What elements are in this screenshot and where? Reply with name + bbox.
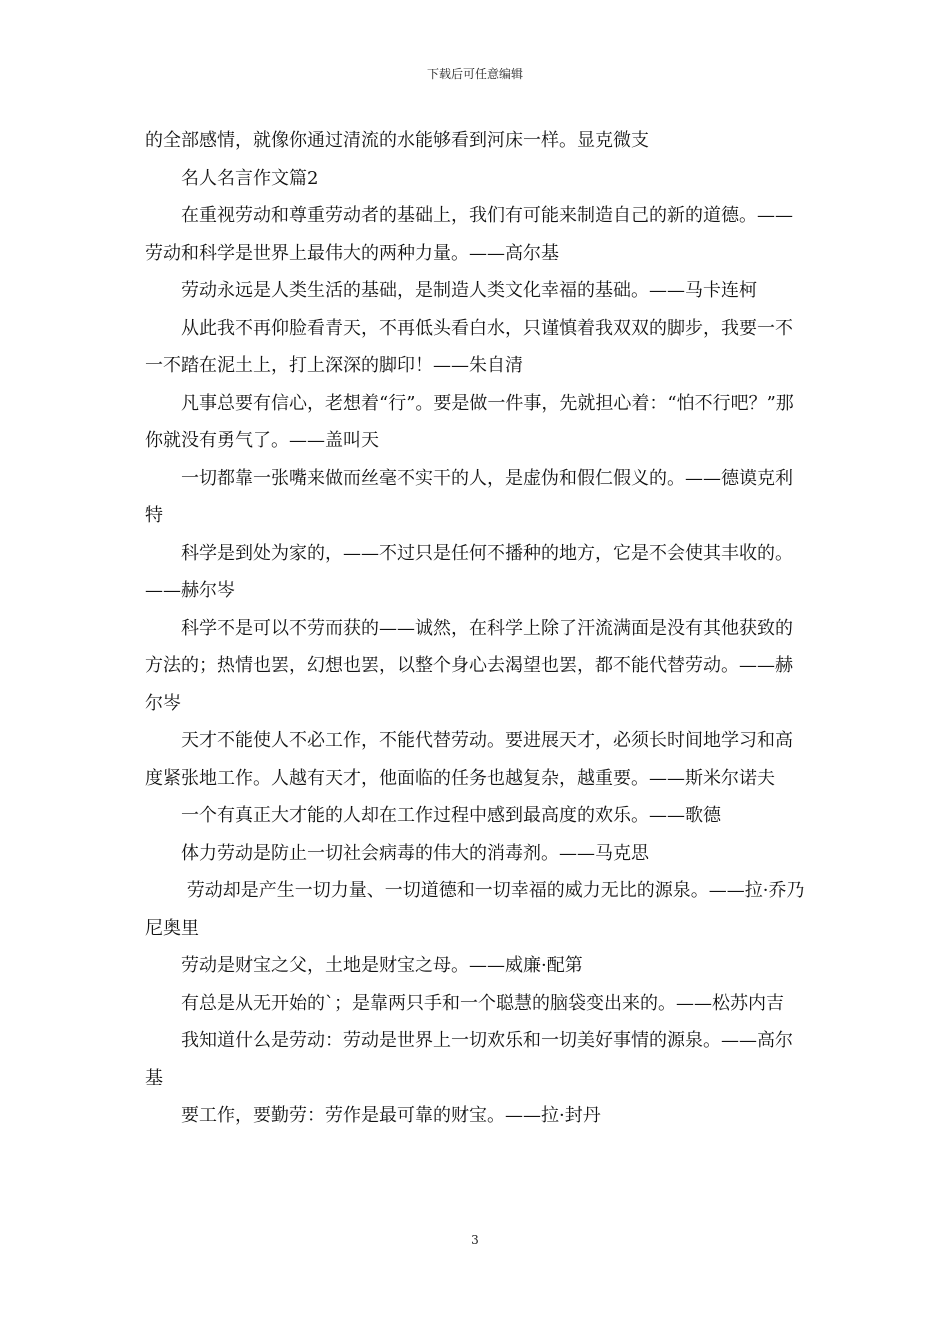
paragraph: 的全部感情，就像你通过清流的水能够看到河床一样。显克微支 [145, 130, 649, 151]
page-header: 下载后可任意编辑 [426, 67, 523, 81]
paragraph: 在重视劳动和尊重劳动者的基础上，我们有可能来制造自己的新的道德。——劳动和科学是世界上最伟大的两种力量。——高尔基 [145, 205, 793, 264]
paragraph: 一切都靠一张嘴来做而丝毫不实干的人，是虚伪和假仁假义的。——德谟克利特 [145, 467, 793, 526]
paragraph: 劳动是财宝之父，土地是财宝之母。——威廉·配第 [181, 955, 583, 976]
paragraph: 体力劳动是防止一切社会病毒的伟大的消毒剂。——马克思 [181, 842, 649, 864]
document-body [145, 122, 810, 1135]
section-heading: 名人名言作文篇2 [181, 167, 319, 189]
paragraph: 劳动永远是人类生活的基础，是制造人类文化幸福的基础。——马卡连柯 [181, 280, 757, 301]
paragraph: 劳动却是产生一切力量、一切道德和一切幸福的威力无比的源泉。——拉·乔乃尼奥里 [145, 880, 805, 939]
paragraph: 我知道什么是劳动：劳动是世界上一切欢乐和一切美好事情的源泉。——高尔基 [145, 1030, 793, 1089]
paragraph: 天才不能使人不必工作，不能代替劳动。要进展天才，必须长时间地学习和高度紧张地工作。人越有天才，他面临的任务也越复杂，越重要。——斯米尔诺夫 [145, 730, 793, 789]
paragraph: 凡事总要有信心，老想着“行”。要是做一件事，先就担心着：“怕不行吧？”那你就没有勇气了。——盖叫天 [145, 392, 794, 451]
paragraph: 有总是从无开始的`；是靠两只手和一个聪慧的脑袋变出来的。——松苏内吉 [181, 992, 784, 1014]
page-number: 3 [471, 1233, 479, 1247]
paragraph: 科学是到处为家的，——不过只是任何不播种的地方，它是不会使其丰收的。——赫尔岑 [145, 542, 793, 601]
paragraph: 科学不是可以不劳而获的——诚然，在科学上除了汗流满面是没有其他获致的方法的；热情也罢，幻想也罢，以整个身心去渴望也罢，都不能代替劳动。——赫尔岑 [145, 617, 793, 714]
paragraph: 要工作，要勤劳：劳作是最可靠的财宝。——拉·封丹 [181, 1105, 601, 1126]
paragraph: 从此我不再仰脸看青天，不再低头看白水，只谨慎着我双双的脚步，我要一不一不踏在泥土上，打上深深的脚印！——朱自清 [145, 317, 793, 376]
paragraph: 一个有真正大才能的人却在工作过程中感到最高度的欢乐。——歌德 [181, 805, 721, 826]
